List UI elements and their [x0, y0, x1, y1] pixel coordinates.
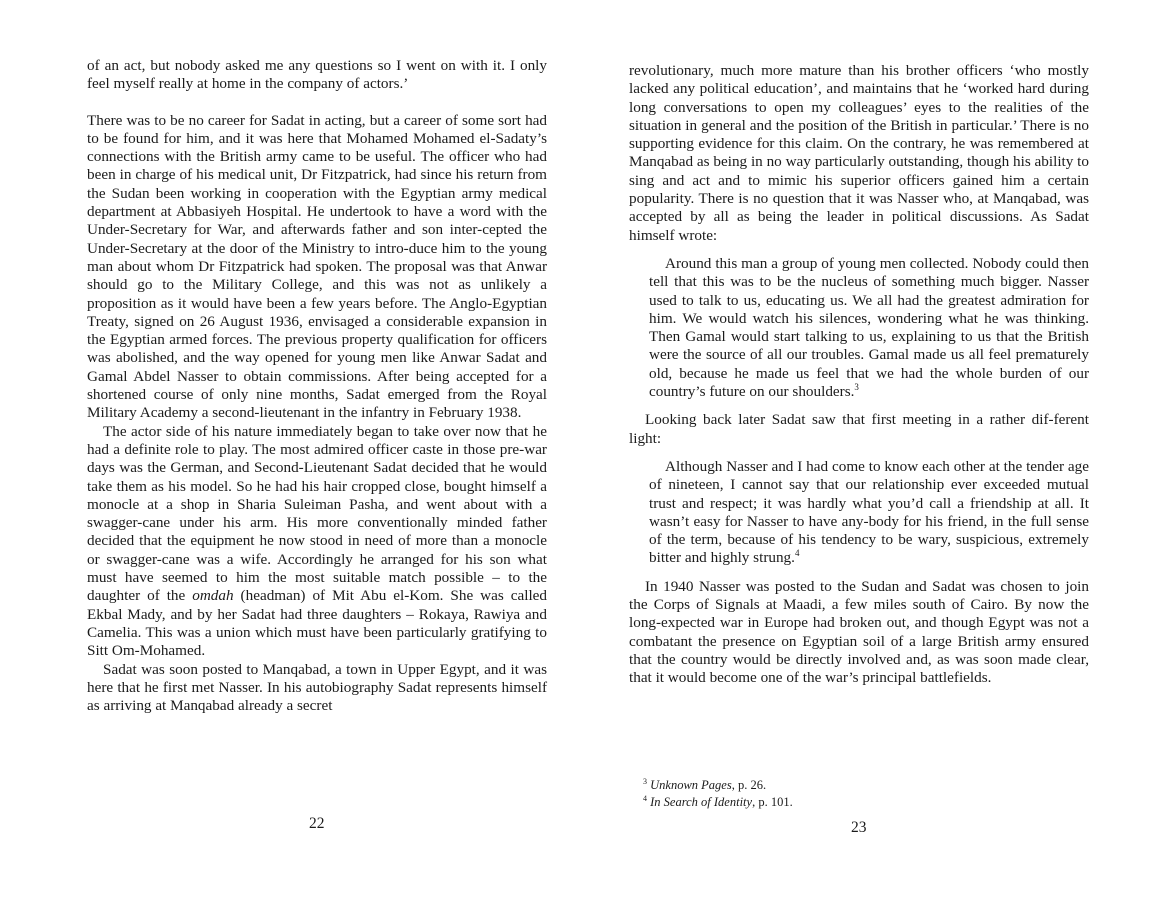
paragraph-text: (headman) of Mit Abu el-Kom. She was called Ekbal Mady, and by her Sadat had three daughters – Rokaya, Rawiya and Camelia. This was a union which must have been particularly gratifying to Sitt Om-Mohamed.: [87, 587, 547, 660]
right-page-body: [629, 62, 1089, 688]
page-number: 23: [851, 819, 867, 836]
left-page-body: [87, 57, 547, 715]
footnote-marker: 3: [854, 381, 859, 392]
paragraph: of an act, but nobody asked me any questions so I went on with it. I only feel myself really at home in the company of actors.’: [87, 57, 547, 93]
footnote-page: , p. 101.: [752, 795, 793, 809]
page-number: 22: [309, 815, 325, 832]
quote-text: Although Nasser and I had come to know each other at the tender age of nineteen, I cannot say that our relationship ever exceeded mutual trust and respect; it was hardly what you’d call a friendship at all. It wasn’t easy for Nasser to have any-body for his friend, in the full sense of the term, because of his tendency to be wary, suspicious, extremely bitter and highly strung.: [649, 457, 1089, 567]
paragraph-text: The actor side of his nature immediately began to take over now that he had a definite role to play. The most admired officer caste in those pre-war days was the German, and Second-Lieutenant Sadat decided that he would take them as his model. So he had his hair cropped close, bought himself a monocle at a shop in Sharia Suleiman Pasha, and went about with a swagger-cane under his arm. His more conventionally minded father decided that the equipment he now stood in need of more than a monocle or swagger-cane was a wife. Accordingly he arranged for his son what must have seemed to him the most suitable match possible – to the daughter of the: [87, 422, 547, 605]
footnote-page: , p. 26.: [731, 778, 767, 792]
footnotes: [643, 777, 1083, 811]
footnote-marker: 4: [794, 548, 800, 559]
paragraph: [87, 423, 547, 661]
footnote: [643, 777, 1083, 794]
footnote: [643, 794, 1083, 811]
footnote-title: In Search of Identity: [650, 795, 753, 809]
block-quote: [649, 255, 1089, 401]
paragraph: There was to be no career for Sadat in acting, but a career of some sort had to be found for him, and it was here that Mohamed Mohamed el-Sadaty’s connections with the British army came to be useful. The officer who had been in charge of his medical unit, Dr Fitzpatrick, had since his return from the Sudan been working in cooperation with the Egyptian army medical department at Abbasiyeh Hospital. He undertook to have a word with the Under-Secretary for War, and afterwards father and son inter-cepted the Under-Secretary at the door of the Ministry to intro-duce him to the young man about whom Dr Fitzpatrick had spoken. The proposal was that Anwar should go to the Military College, and this was not as unlikely a proposition as it would have been a few years before. The Anglo-Egyptian Treaty, signed on 26 August 1936, envisaged a considerable expansion in the Egyptian armed forces. The previous property qualification for officers was abolished, and the way opened for young men like Anwar Sadat and Gamal Abdel Nasser to obtain commissions. After being accepted for a shortened course of only nine months, Sadat emerged from the Royal Military Academy a second-lieutenant in the infantry in February 1938.: [87, 111, 547, 422]
footnote-title: Unknown Pages: [650, 778, 732, 792]
block-quote: [649, 458, 1089, 568]
footnote-number: 4: [643, 793, 647, 803]
paragraph: Sadat was soon posted to Manqabad, a town in Upper Egypt, and it was here that he first met Nasser. In his autobiography Sadat represents himself as arriving at Manqabad already a secret: [87, 660, 547, 715]
paragraph: Looking back later Sadat saw that first meeting in a rather dif-ferent light:: [629, 411, 1089, 447]
footnote-number: 3: [643, 776, 647, 786]
paragraph: revolutionary, much more mature than his brother officers ‘who mostly lacked any political education’, and maintains that he ‘worked hard during long conversations to open my colleagues’ eyes to the realities of the situation in general and the position of the British in particular.’ There is no supporting evidence for this claim. On the contrary, he was remembered at Manqabad as being in no way particularly outstanding, though his ability to sing and act and to mimic his superior officers gained him a certain popularity. There is no question that it was Nasser who, at Manqabad, was accepted by all as being the leader in political discussions. As Sadat himself wrote:: [629, 62, 1089, 244]
italic-term: omdah: [192, 587, 234, 605]
paragraph: In 1940 Nasser was posted to the Sudan and Sadat was chosen to join the Corps of Signals at Maadi, a few miles south of Cairo. By now the long-expected war in Europe had broken out, and though Egypt was not a combatant the presence on Egyptian soil of a large British army ensured that the country would be directly involved and, as was soon made clear, that it would become one of the war’s principal battlefields.: [629, 577, 1089, 687]
quote-text: Around this man a group of young men collected. Nobody could then tell that this was to be the nucleus of something much bigger. Nasser used to talk to us, educating us. We all had the greatest admiration for him. We would watch his silences, wondering what he was thinking. Then Gamal would start talking to us, explaining to us that the British were the source of all our troubles. Gamal made us all feel prematurely old, because he made us feel that we had the whole burden of our country’s future on our shoulders.: [649, 254, 1089, 401]
